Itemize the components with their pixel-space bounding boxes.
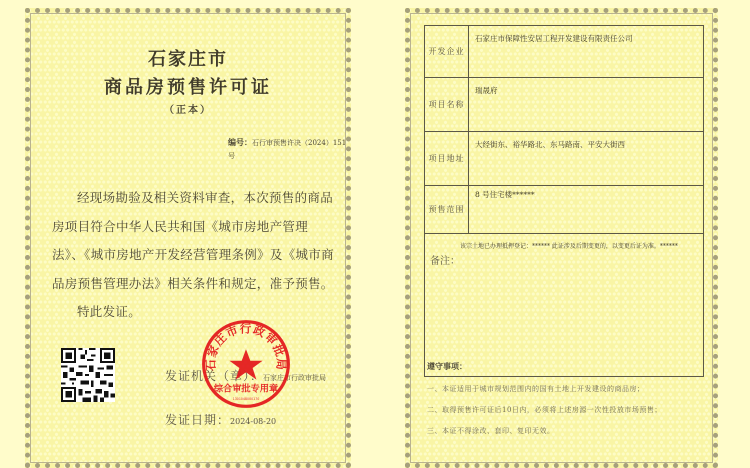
table-row [425,78,704,132]
date-label: 发证日期： [165,413,231,427]
notes-cell [425,234,704,377]
row-label-developer: 开发企业 [425,26,469,78]
issuer-value: 石家庄市行政审批局 [263,374,327,382]
qr-code-icon [61,348,115,402]
table-row [425,234,704,377]
row-label-project-address: 项目地址 [425,132,469,186]
row-value-developer: 石家庄市保障性安居工程开发建设有限责任公司 [469,26,704,78]
certificate-subtitle: （正本） [164,105,212,116]
serial-value: 石行审预售许决（2024）151号 [228,139,347,160]
row-label-project-name: 项目名称 [425,78,469,132]
row-value-project-name: 瑞晟府 [469,78,704,132]
rule-item: 二、取得预售许可证后10日内，必须将上述房源一次性投放市场预售； [427,406,662,414]
qr-code[interactable] [61,348,115,402]
rule-item: 一、本证适用于城市规划范围内的国有土地上开发建设的商品房； [427,385,645,393]
notes-label: 备注： [430,256,460,267]
seal-outer-text: 石家庄市行政审批局 [203,321,289,371]
table-row [425,186,704,234]
serial-number [228,136,348,163]
serial-label: 编号： [228,137,252,147]
row-label-presale-scope: 预售范围 [425,186,469,234]
notes-text: 该宗土地已办理抵押登记：****** 此证涉及后期变更的，以变更后证为准。****** [460,243,678,250]
certificate-body [52,184,337,327]
issue-date [165,411,276,428]
table-row [425,26,704,78]
star-icon [229,349,262,379]
body-paragraph-2: 特此发证。 [77,304,142,319]
seal-inner-text: 综合审批专用章 [213,383,279,395]
city-title: 石家庄市 [148,49,228,70]
issuer-label: 发证机关（章）： [165,369,264,383]
table-row [425,132,704,186]
row-value-presale-scope: 8 号住宅楼****** [469,186,704,234]
rules-heading: 遵守事项： [427,361,467,371]
rule-item: 三、本证不得涂改、套印、复印无效。 [427,427,555,435]
compliance-rules [427,361,707,447]
svg-text:1301048000170: 1301048000170 [232,396,260,401]
certificate-front-page [25,8,351,468]
body-paragraph-1: 经现场勘验及相关资料审查，本次预售的商品房项目符合中华人民共和国《城市房地产管理法》、《城市房地产开发经营管理条例》及《城市商品房预售管理办法》相关条件和规定，准予预售。 [52,190,334,291]
certificate-title: 商品房预售许可证 [104,77,272,98]
date-value: 2024-08-20 [230,417,277,426]
project-info-table [424,25,704,377]
official-seal [200,318,292,410]
certificate-back-page [405,8,718,468]
row-value-project-address: 大经街东、裕华路北、东马路南、平安大街西 [469,132,704,186]
red-seal-icon [200,318,292,410]
